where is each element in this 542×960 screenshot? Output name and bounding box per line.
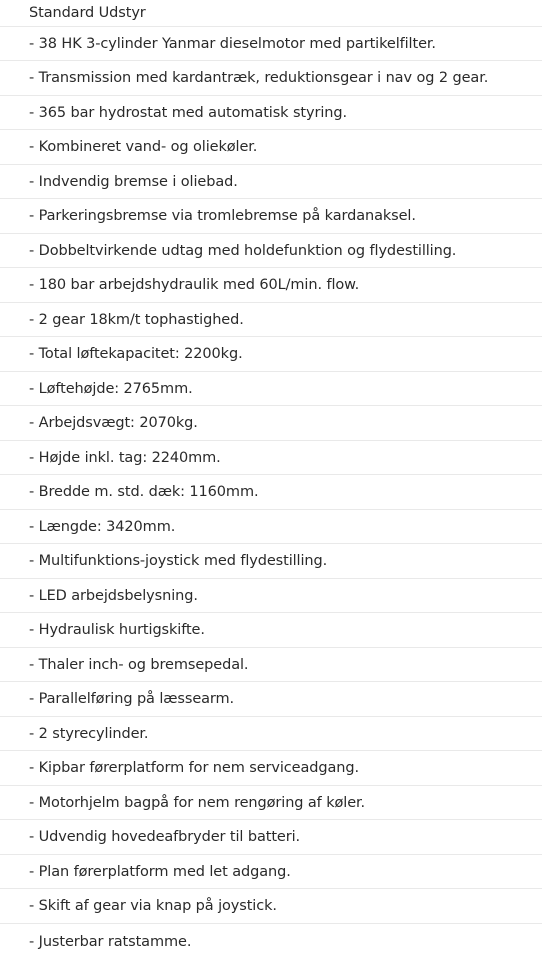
list-item: - Multifunktions-joystick med flydestilling. bbox=[0, 544, 542, 579]
list-item: - Plan førerplatform med let adgang. bbox=[0, 855, 542, 889]
list-item: - Skift af gear via knap på joystick. bbox=[0, 889, 542, 924]
section-title: Standard Udstyr bbox=[0, 0, 542, 27]
list-item: - Indvendig bremse i oliebad. bbox=[0, 165, 542, 199]
list-item: - Kombineret vand- og oliekøler. bbox=[0, 130, 542, 165]
list-item: - Motorhjelm bagpå for nem rengøring af køler. bbox=[0, 786, 542, 820]
list-item: - Højde inkl. tag: 2240mm. bbox=[0, 441, 542, 475]
list-item: - 38 HK 3-cylinder Yanmar dieselmotor med partikelfilter. bbox=[0, 27, 542, 61]
list-item: - Løftehøjde: 2765mm. bbox=[0, 372, 542, 406]
list-item: - Hydraulisk hurtigskifte. bbox=[0, 613, 542, 648]
list-item: - Bredde m. std. dæk: 1160mm. bbox=[0, 475, 542, 510]
list-item: - LED arbejdsbelysning. bbox=[0, 579, 542, 613]
list-item: - 180 bar arbejdshydraulik med 60L/min. flow. bbox=[0, 268, 542, 303]
list-item: - Thaler inch- og bremsepedal. bbox=[0, 648, 542, 682]
list-item: - Parkeringsbremse via tromlebremse på kardanaksel. bbox=[0, 199, 542, 234]
list-item: - Arbejdsvægt: 2070kg. bbox=[0, 406, 542, 441]
list-item: - 2 gear 18km/t tophastighed. bbox=[0, 303, 542, 337]
list-item: - Kipbar førerplatform for nem serviceadgang. bbox=[0, 751, 542, 786]
list-item: - Længde: 3420mm. bbox=[0, 510, 542, 544]
list-item: - Total løftekapacitet: 2200kg. bbox=[0, 337, 542, 372]
list-item: - 2 styrecylinder. bbox=[0, 717, 542, 751]
list-item: - Dobbeltvirkende udtag med holdefunktion og flydestilling. bbox=[0, 234, 542, 268]
list-item: - Justerbar ratstamme. bbox=[29, 934, 192, 950]
list-item: - Udvendig hovedeafbryder til batteri. bbox=[0, 820, 542, 855]
list-item: - Parallelføring på læssearm. bbox=[0, 682, 542, 717]
list-item: - 365 bar hydrostat med automatisk styring. bbox=[0, 96, 542, 130]
list-item: - Transmission med kardantræk, reduktionsgear i nav og 2 gear. bbox=[0, 61, 542, 96]
